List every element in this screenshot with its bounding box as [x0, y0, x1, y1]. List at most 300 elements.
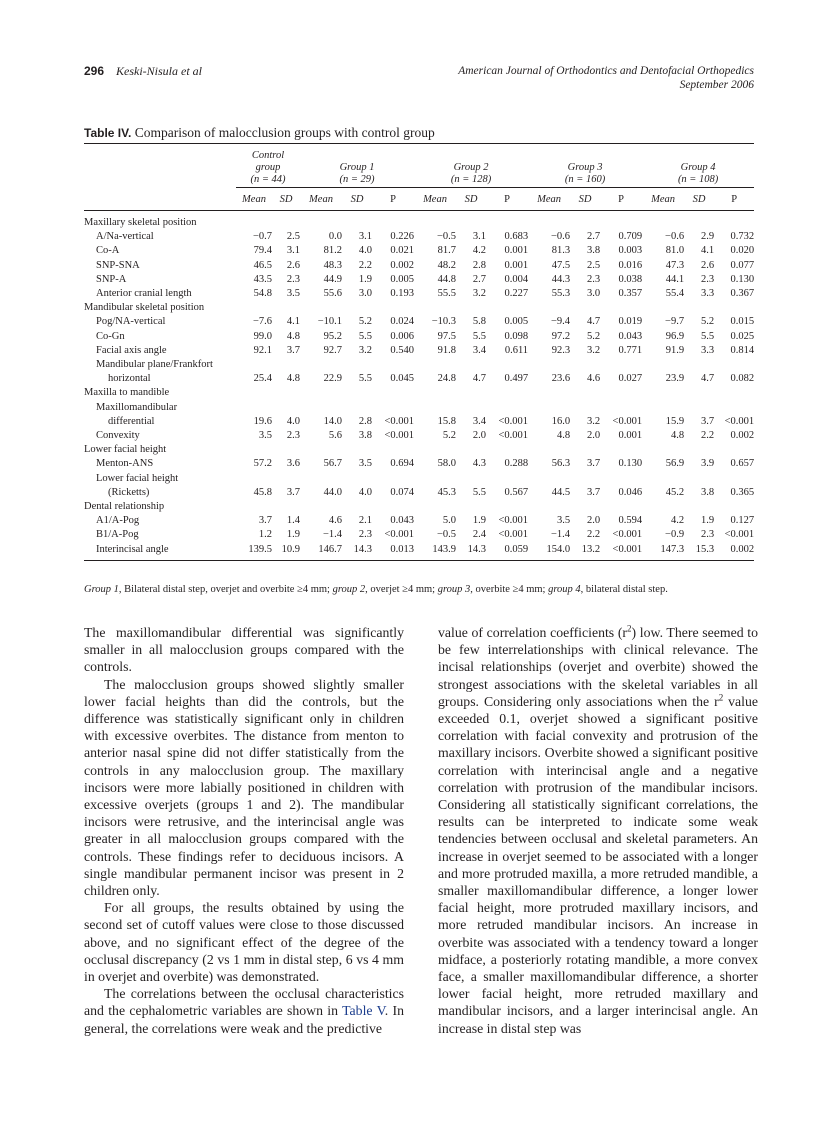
table-cell: 55.6 — [323, 288, 342, 300]
table-cell: <0.001 — [384, 430, 415, 442]
table-cell: 81.2 — [323, 245, 342, 257]
table-cell: 3.8 — [586, 245, 601, 257]
table-cell: 47.5 — [551, 259, 571, 271]
paragraph-text: For all groups, the results obtained by using the second set of cutoff values were close to those discussed above, and no significant effect of the degree of the occlusal discrepancy (2 vs 1 mm in distal step, 6 vs 4 mm in overjet and overbite) was demonstrated. — [84, 900, 404, 985]
table-cell: 0.771 — [618, 344, 643, 356]
table-cell: 0.098 — [504, 330, 529, 342]
table-footnote — [84, 584, 754, 595]
table-cell: 4.8 — [286, 330, 300, 342]
group-header — [236, 144, 300, 188]
paragraph-text: . In general, the correlations were weak and the predictive — [84, 1003, 404, 1036]
table-cell: 0.059 — [504, 543, 529, 555]
paragraph-text: value of correlation coefficients (r — [438, 625, 628, 640]
table-cell: 2.4 — [472, 529, 487, 541]
table-cell: 5.8 — [472, 316, 487, 328]
table-cell: 44.9 — [323, 273, 342, 285]
table-cell: 3.3 — [700, 344, 715, 356]
table-cell: 45.8 — [253, 486, 272, 498]
table-cell: 0.0 — [328, 231, 342, 243]
table-cell: <0.001 — [724, 415, 755, 427]
table-cell: 0.001 — [504, 245, 529, 257]
table-cell: 3.7 — [286, 486, 300, 498]
table-cell: −1.4 — [322, 529, 342, 541]
table-row-label — [84, 401, 754, 415]
table-cell: 0.019 — [618, 316, 643, 328]
table-row — [84, 528, 754, 542]
table-cell: 5.5 — [700, 330, 715, 342]
table-cell: 45.3 — [437, 486, 457, 498]
table-cell: 5.6 — [328, 430, 342, 442]
table-cell: 0.001 — [618, 430, 643, 442]
table-cell: 3.7 — [286, 344, 300, 356]
table-cell: 1.2 — [258, 529, 272, 541]
group-header-row — [84, 144, 754, 188]
table-cell: 14.3 — [467, 543, 487, 555]
table-cell: 24.8 — [437, 373, 457, 385]
table-cell: 4.8 — [670, 430, 685, 442]
group-header — [414, 144, 528, 188]
table-cell: 2.6 — [700, 259, 715, 271]
table-cell: 44.3 — [551, 273, 571, 285]
variable-name: A/Na-vertical — [96, 231, 154, 243]
table-cell: 3.2 — [586, 415, 601, 427]
table-cell: 0.657 — [730, 458, 755, 470]
table-cell: 2.3 — [700, 529, 715, 541]
variable-name: Co-A — [96, 245, 120, 257]
table-cell: 44.1 — [665, 273, 685, 285]
superscript: 2 — [718, 692, 724, 703]
footnote-part: group 2 — [332, 584, 366, 595]
table-cell: 5.2 — [442, 430, 457, 442]
paragraph-text: The maxillomandibular differential was significantly smaller in all malocclusion groups compared with the controls. — [84, 625, 404, 675]
variable-name: A1/A-Pog — [96, 515, 140, 527]
table-cell: 2.0 — [586, 515, 601, 527]
table-cell: 147.3 — [660, 543, 685, 555]
table-cell: 0.005 — [390, 273, 415, 285]
section-row — [84, 211, 754, 231]
table-cell: 3.2 — [472, 288, 487, 300]
column-header: SD — [272, 188, 300, 211]
paragraph-text: value exceeded 0.1, overjet showed a significant positive correlation with facial convexity and protrusion of the maxillary incisors. Overbite showed a significant positive correlation with interincisal angle and a negative correlation with protrusion of the mandibular incisors. Considering all statistically significant correlations, the results can be interpreted to indicate some weak tendencies between occlusal and skeletal parameters. An increase in overjet seemed to be associated with a longer and more protruded maxilla, a more retruded mandible, a smaller maxillomandibular difference, a longer lower facial height, more protruded maxillary incisors, and more retruded mandibular incisors. An increase in overbite was associated with a tendency toward a longer midface, a posteriorly rotating mandible, a more convex face, a smaller maxillomandibular difference, a shorter lower facial height, more retruded maxillary and mandibular incisors, and a larger interincisal angle. An increase in distal step was — [438, 693, 759, 1036]
table-cell: 139.5 — [248, 543, 272, 555]
table-cell: 3.7 — [586, 458, 601, 470]
table-cell: −0.9 — [665, 529, 685, 541]
table-cell: 92.1 — [253, 344, 272, 356]
table-cell: 4.1 — [286, 316, 300, 328]
table-cell: 143.9 — [432, 543, 457, 555]
group-header-line: (n = 44) — [250, 174, 286, 185]
table-cell: 97.5 — [437, 330, 457, 342]
table-cell: 0.814 — [730, 344, 755, 356]
table-cell: 0.003 — [618, 245, 643, 257]
table-cell: 44.0 — [323, 486, 342, 498]
table-cell: 44.5 — [551, 486, 571, 498]
table-cell: 154.0 — [546, 543, 571, 555]
table-cell: <0.001 — [612, 415, 643, 427]
table-cell: 3.4 — [472, 344, 487, 356]
table-cell: 0.002 — [730, 430, 755, 442]
table-cell: 2.0 — [586, 430, 601, 442]
table-cell: 0.130 — [730, 273, 755, 285]
table-reference-link[interactable]: Table V — [342, 1003, 385, 1019]
table-cell: −9.4 — [551, 316, 571, 328]
group-header-line: (n = 160) — [564, 174, 606, 185]
table-cell: −1.4 — [551, 529, 571, 541]
table-cell: 4.7 — [472, 373, 487, 385]
table-cell: 55.4 — [665, 288, 685, 300]
table-cell: 2.3 — [358, 529, 372, 541]
table-cell: 0.025 — [730, 330, 755, 342]
table-cell: 54.8 — [253, 288, 272, 300]
paragraph — [84, 624, 404, 676]
table-cell: −0.7 — [252, 231, 272, 243]
variable-name: (Ricketts) — [108, 486, 150, 498]
table-cell: 3.1 — [286, 245, 300, 257]
table-cell: 0.006 — [390, 330, 415, 342]
running-authors: Keski-Nisula et al — [116, 64, 202, 78]
column-header: SD — [570, 188, 600, 211]
table-row — [84, 344, 754, 358]
table-cell: 146.7 — [318, 543, 342, 555]
table-cell: 0.594 — [618, 515, 643, 527]
variable-name: SNP-A — [96, 273, 127, 285]
table-body — [84, 211, 754, 560]
table-cell: 4.2 — [670, 515, 685, 527]
table-cell: 2.1 — [358, 515, 372, 527]
variable-name: Facial axis angle — [96, 344, 167, 356]
journal-date: September 2006 — [679, 79, 754, 91]
group-header-line: Group 3 — [567, 162, 603, 173]
table-cell: <0.001 — [384, 529, 415, 541]
table-cell: 1.9 — [472, 515, 487, 527]
variable-name: Menton-ANS — [96, 458, 154, 470]
table-cell: 5.2 — [358, 316, 372, 328]
table-cell: 56.3 — [551, 458, 571, 470]
table-cell: 3.1 — [358, 231, 372, 243]
table-cell: 2.0 — [472, 430, 487, 442]
table-cell: 0.021 — [390, 245, 415, 257]
variable-name: Lower facial height — [96, 472, 179, 484]
table-row — [84, 415, 754, 429]
table-cell: 2.3 — [286, 430, 300, 442]
table-cell: 0.005 — [504, 316, 529, 328]
table-cell: 0.002 — [390, 259, 415, 271]
table-cell: 92.3 — [551, 344, 571, 356]
column-header-row — [84, 188, 754, 211]
table-row-label — [84, 358, 754, 372]
column-header: Mean — [300, 188, 342, 211]
table-cell: 0.709 — [618, 231, 643, 243]
table-cell: 79.4 — [253, 245, 272, 257]
journal-info — [458, 64, 754, 92]
footnote-part: , overbite ≥4 mm; — [470, 584, 549, 595]
table-cell: 3.5 — [258, 430, 272, 442]
table-cell: 0.357 — [618, 288, 643, 300]
section-row — [84, 386, 754, 400]
table-cell: 5.2 — [700, 316, 715, 328]
table-row — [84, 330, 754, 344]
table-cell: 0.683 — [504, 231, 529, 243]
group-header-line: Group 2 — [453, 162, 489, 173]
variable-name: SNP-SNA — [96, 259, 140, 271]
table-caption — [84, 125, 435, 141]
table-cell: −10.1 — [317, 316, 342, 328]
footnote-part: Group 1 — [84, 584, 119, 595]
table-cell: 2.2 — [700, 430, 715, 442]
table-cell: 0.288 — [504, 458, 529, 470]
table-row — [84, 287, 754, 301]
table-cell: 81.3 — [551, 245, 571, 257]
variable-name: differential — [108, 415, 155, 427]
column-header: P — [600, 188, 642, 211]
table-row — [84, 230, 754, 244]
table-cell: 5.5 — [358, 330, 372, 342]
group-header-line: (n = 108) — [677, 174, 719, 185]
table-cell: 0.038 — [618, 273, 643, 285]
table-cell: 0.130 — [618, 458, 643, 470]
table-cell: 57.2 — [253, 458, 272, 470]
table-cell: 0.127 — [730, 515, 755, 527]
column-header: SD — [456, 188, 486, 211]
variable-name: Convexity — [96, 430, 140, 442]
journal-title: American Journal of Orthodontics and Dentofacial Orthopedics — [458, 65, 754, 77]
table-cell: 48.2 — [437, 259, 457, 271]
section-title: Mandibular skeletal position — [84, 302, 205, 314]
table-row — [84, 315, 754, 329]
table-cell: 2.3 — [700, 273, 715, 285]
section-title: Maxilla to mandible — [84, 387, 170, 399]
table-cell: 91.8 — [437, 344, 457, 356]
table-cell: 13.2 — [581, 543, 601, 555]
table-cell: 3.3 — [700, 288, 715, 300]
table-cell: 4.7 — [700, 373, 715, 385]
table-cell: <0.001 — [612, 529, 643, 541]
table-cell: 97.2 — [551, 330, 571, 342]
table-cell: −0.6 — [551, 231, 571, 243]
paragraph — [84, 899, 404, 985]
table-cell: 19.6 — [253, 415, 272, 427]
comparison-table — [84, 143, 754, 561]
table-row-label — [84, 472, 754, 486]
table-cell: 4.6 — [328, 515, 342, 527]
table-cell: 1.9 — [286, 529, 300, 541]
table-cell: 56.9 — [665, 458, 685, 470]
table-cell: 43.5 — [253, 273, 272, 285]
table-cell: 91.9 — [665, 344, 685, 356]
table-cell: 0.074 — [390, 486, 415, 498]
variable-name: Co-Gn — [96, 330, 125, 342]
table-cell: 1.9 — [700, 515, 715, 527]
header-spacer — [84, 188, 236, 211]
table-cell: 81.7 — [437, 245, 457, 257]
table-row — [84, 372, 754, 386]
table-cell: 92.7 — [323, 344, 342, 356]
table-cell: 0.365 — [730, 486, 755, 498]
table-row — [84, 514, 754, 528]
table-cell: 44.8 — [437, 273, 457, 285]
table-cell: 2.5 — [286, 231, 300, 243]
table-cell: <0.001 — [612, 543, 643, 555]
table-cell: 4.0 — [286, 415, 300, 427]
table-cell: 3.7 — [700, 415, 715, 427]
table-cell: 14.0 — [323, 415, 342, 427]
table-cell: 0.004 — [504, 273, 529, 285]
table-cell: 0.540 — [390, 344, 415, 356]
footnote-part: group 3 — [437, 584, 471, 595]
table-cell: 0.001 — [504, 259, 529, 271]
paragraph-text: The malocclusion groups showed slightly smaller lower facial heights than did the controls, but the difference was statistically significant only in children with excessive overbites. The distance from menton to anterior nasal spine did not differ statistically from the controls in any malocclusion group. The maxillary incisors were more labially positioned in children with excessive overjets (groups 1 and 2). The mandibular incisors were retrusive, and the interincisal angle was greater in all malocclusion groups compared with the controls. These findings refer to deciduous incisors. A single mandibular permanent incisor was present in 2 children only. — [84, 676, 404, 899]
table-cell: 0.227 — [504, 288, 529, 300]
table-cell: 4.8 — [556, 430, 571, 442]
column-header: Mean — [414, 188, 456, 211]
table-cell: 3.7 — [258, 515, 272, 527]
table-cell: 0.020 — [730, 245, 755, 257]
table-cell: 3.0 — [358, 288, 372, 300]
table-cell: 4.2 — [472, 245, 487, 257]
table-cell: 4.0 — [358, 486, 372, 498]
paragraph-text: The correlations between the occlusal characteristics and the cephalometric variables are shown in — [84, 986, 404, 1019]
group-header — [528, 144, 642, 188]
table-cell: 55.3 — [551, 288, 571, 300]
page-number: 296 — [84, 64, 105, 78]
body-column-right — [438, 624, 758, 1037]
table-cell: 3.4 — [472, 415, 487, 427]
table-cell: 81.0 — [665, 245, 685, 257]
column-header: P — [714, 188, 754, 211]
table-cell: 1.4 — [286, 515, 300, 527]
table-cell: 56.7 — [323, 458, 342, 470]
variable-name: Anterior cranial length — [96, 288, 192, 300]
page-header — [84, 64, 754, 96]
table-cell: −7.6 — [252, 316, 272, 328]
table-cell: 3.0 — [586, 288, 601, 300]
table-cell: <0.001 — [498, 529, 529, 541]
table-cell: 0.082 — [730, 373, 755, 385]
table-row — [84, 259, 754, 273]
table-cell: 4.3 — [472, 458, 487, 470]
table-cell: −0.5 — [436, 231, 457, 243]
column-header: Mean — [642, 188, 684, 211]
table-cell: 0.027 — [618, 373, 643, 385]
variable-name: horizontal — [108, 373, 151, 385]
table-row — [84, 273, 754, 287]
column-header: Mean — [236, 188, 272, 211]
table-row — [84, 457, 754, 471]
table-cell: 3.9 — [700, 458, 715, 470]
table-cell: 55.5 — [437, 288, 457, 300]
table-cell: 5.2 — [586, 330, 601, 342]
section-row — [84, 500, 754, 514]
table-cell: 46.5 — [253, 259, 272, 271]
table-cell: 0.016 — [618, 259, 643, 271]
table-cell: 2.2 — [586, 529, 601, 541]
table-cell: 3.5 — [286, 288, 300, 300]
paragraph — [84, 985, 404, 1037]
table-title: Comparison of malocclusion groups with control group — [134, 125, 435, 140]
table-cell: 1.9 — [358, 273, 372, 285]
paragraph — [438, 624, 758, 1037]
table-cell: 96.9 — [665, 330, 685, 342]
table-cell: 4.1 — [700, 245, 715, 257]
superscript: 2 — [627, 623, 632, 634]
table-cell: 23.6 — [551, 373, 571, 385]
column-header: P — [372, 188, 414, 211]
group-header-line: Control — [251, 150, 285, 161]
table-cell: 3.8 — [358, 430, 372, 442]
table-cell: 25.4 — [253, 373, 272, 385]
table-cell: 5.5 — [472, 486, 487, 498]
table-cell: 15.8 — [437, 415, 457, 427]
table-cell: 4.8 — [286, 373, 300, 385]
table-cell: 3.5 — [556, 515, 571, 527]
table-cell: <0.001 — [498, 515, 529, 527]
table-cell: 95.2 — [323, 330, 342, 342]
table-cell: 0.497 — [504, 373, 529, 385]
column-header: P — [486, 188, 528, 211]
table-cell: 5.0 — [442, 515, 457, 527]
table-cell: <0.001 — [498, 415, 529, 427]
table-cell: 0.567 — [504, 486, 529, 498]
table-cell: 3.7 — [586, 486, 601, 498]
table-cell: 0.193 — [390, 288, 415, 300]
table-cell: <0.001 — [384, 415, 415, 427]
table-cell: −10.3 — [431, 316, 457, 328]
table-cell: 99.0 — [253, 330, 272, 342]
column-header: Mean — [528, 188, 570, 211]
table-cell: 5.5 — [472, 330, 487, 342]
table-cell: 2.5 — [586, 259, 601, 271]
table-cell: 0.024 — [390, 316, 415, 328]
footnote-part: , bilateral distal step. — [580, 584, 668, 595]
table-cell: 2.7 — [586, 231, 601, 243]
table-cell: 4.7 — [586, 316, 601, 328]
table-cell: 47.3 — [665, 259, 685, 271]
table-cell: 3.8 — [700, 486, 715, 498]
table-cell: 15.3 — [695, 543, 715, 555]
table-cell: 3.2 — [586, 344, 601, 356]
variable-name: B1/A-Pog — [96, 529, 139, 541]
table-cell: 0.611 — [504, 344, 529, 356]
table-row — [84, 543, 754, 560]
table-cell: 0.226 — [390, 231, 415, 243]
variable-name: Interincisal angle — [96, 543, 169, 555]
column-header: SD — [684, 188, 714, 211]
table-cell: <0.001 — [498, 430, 529, 442]
table-cell: 0.077 — [730, 259, 755, 271]
table-cell: 0.015 — [730, 316, 755, 328]
paragraph-text: ) low. There seemed to be few interrelationships with clinical relevance. The incisal relationships (overjet and overbite) showed the strongest associations with the skeletal variables in all groups. Considering only associations when the r — [438, 625, 758, 709]
table-cell: 2.6 — [286, 259, 300, 271]
table-cell: 0.732 — [730, 231, 755, 243]
variable-name: Maxillomandibular — [96, 401, 178, 413]
table-row — [84, 486, 754, 500]
table-row — [84, 429, 754, 443]
table-cell: 2.9 — [700, 231, 715, 243]
table-cell: 3.5 — [358, 458, 372, 470]
table-cell: 2.8 — [358, 415, 372, 427]
paragraph — [84, 676, 404, 900]
section-title: Maxillary skeletal position — [84, 217, 197, 228]
table-cell: 0.013 — [390, 543, 415, 555]
table-cell: 48.3 — [323, 259, 342, 271]
table-cell: 0.694 — [390, 458, 415, 470]
table-cell: 23.9 — [665, 373, 685, 385]
table-cell: 4.6 — [586, 373, 601, 385]
table-cell: 45.2 — [665, 486, 685, 498]
table-cell: −0.6 — [665, 231, 685, 243]
group-header-line: Group 1 — [339, 162, 375, 173]
table-cell: 0.043 — [390, 515, 415, 527]
